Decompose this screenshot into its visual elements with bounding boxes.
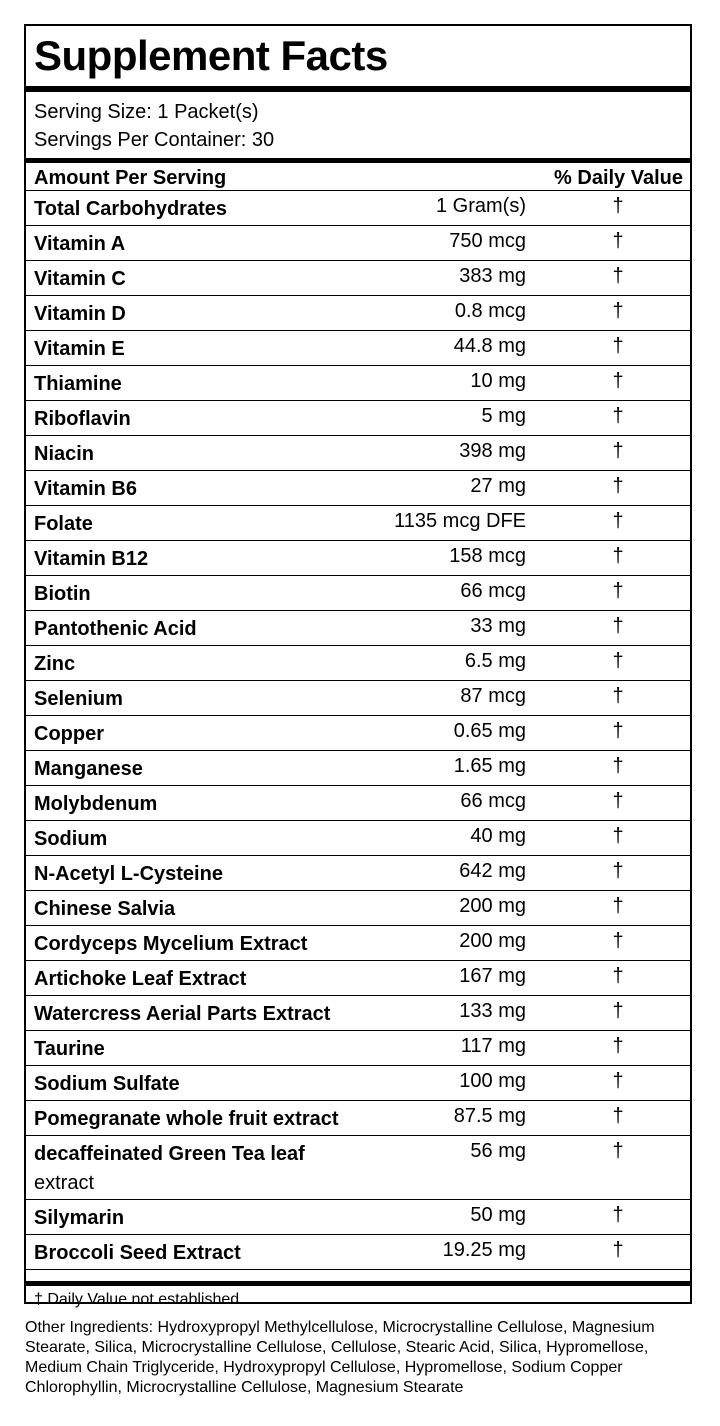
nutrient-table <box>26 191 690 1270</box>
table-row <box>26 576 690 611</box>
nutrient-amount: 133 mg <box>459 1000 526 1022</box>
daily-value-dagger: † <box>612 755 624 777</box>
table-row <box>26 331 690 366</box>
nutrient-name-text: Pantothenic Acid <box>34 618 197 640</box>
nutrient-name-text: N-Acetyl L-Cysteine <box>34 863 223 885</box>
daily-value-dagger: † <box>612 895 624 917</box>
nutrient-name-text: Taurine <box>34 1038 105 1060</box>
daily-value-dagger: † <box>612 965 624 987</box>
nutrient-name <box>34 545 379 574</box>
nutrient-name-text: Cordyceps Mycelium Extract <box>34 933 308 955</box>
table-row <box>26 751 690 786</box>
nutrient-name-text: Vitamin B6 <box>34 478 137 500</box>
footnote: † Daily Value not established. <box>34 1291 244 1308</box>
nutrient-amount: 1135 mcg DFE <box>394 510 526 532</box>
nutrient-amount: 200 mg <box>459 930 526 952</box>
nutrient-name-text: Broccoli Seed Extract <box>34 1242 241 1264</box>
nutrient-name <box>34 1204 379 1233</box>
nutrient-name <box>34 580 379 609</box>
nutrient-name-text: Molybdenum <box>34 793 158 815</box>
table-row <box>26 996 690 1031</box>
nutrient-name-text: Vitamin B12 <box>34 548 149 570</box>
daily-value-dagger: † <box>612 405 624 427</box>
daily-value-dagger: † <box>612 1239 624 1261</box>
daily-value-dagger: † <box>612 1035 624 1057</box>
nutrient-name-text: Thiamine <box>34 373 122 395</box>
nutrient-name-text: Zinc <box>34 653 76 675</box>
nutrient-name <box>34 370 379 399</box>
daily-value-dagger: † <box>612 650 624 672</box>
nutrient-name-text: Riboflavin <box>34 408 131 430</box>
nutrient-name-text: Biotin <box>34 583 91 605</box>
daily-value-dagger: † <box>612 265 624 287</box>
table-row <box>26 401 690 436</box>
daily-value-dagger: † <box>612 930 624 952</box>
table-row <box>26 261 690 296</box>
table-row <box>26 646 690 681</box>
daily-value-dagger: † <box>612 1204 624 1226</box>
nutrient-name <box>34 1239 379 1268</box>
nutrient-amount: 10 mg <box>470 370 526 392</box>
nutrient-amount: 398 mg <box>459 440 526 462</box>
nutrient-name <box>34 650 379 679</box>
daily-value-dagger: † <box>612 230 624 252</box>
nutrient-name <box>34 510 379 539</box>
nutrient-amount: 117 mg <box>460 1035 526 1057</box>
nutrient-name <box>34 335 379 364</box>
nutrient-amount: 642 mg <box>459 860 526 882</box>
nutrient-name-text: Silymarin <box>34 1207 125 1229</box>
daily-value-dagger: † <box>612 720 624 742</box>
table-row <box>26 926 690 961</box>
nutrient-name-text: Vitamin A <box>34 233 126 255</box>
table-header <box>26 163 690 191</box>
daily-value-dagger: † <box>612 1000 624 1022</box>
daily-value-dagger: † <box>612 475 624 497</box>
nutrient-amount: 50 mg <box>470 1204 526 1226</box>
table-row <box>26 436 690 471</box>
other-ingredients: Other Ingredients: Hydroxypropyl Methylcellulose, Microcrystalline Cellulose, Magnesium Stearate, Silica, Microcrystalline Cellulose, Cellulose, Stearic Acid, Silica, Hypromellose, Medium Chain Triglyceride, Hydroxypropyl Cellulose, Hypromellose, Sodium Copper Chlorophyllin, Microcrystalline Cellulose, Magnesium Stearate <box>25 1319 655 1396</box>
daily-value-dagger: † <box>612 825 624 847</box>
nutrient-amount: 27 mg <box>470 475 526 497</box>
nutrient-amount: 87 mcg <box>460 685 526 707</box>
nutrient-name <box>34 1070 379 1099</box>
nutrient-amount: 40 mg <box>470 825 526 847</box>
daily-value-dagger: † <box>612 335 624 357</box>
daily-value-dagger: † <box>612 1070 624 1092</box>
table-row <box>26 716 690 751</box>
nutrient-name <box>34 195 379 224</box>
nutrient-name <box>34 440 379 469</box>
nutrient-amount: 167 mg <box>459 965 526 987</box>
table-row <box>26 296 690 331</box>
daily-value-dagger: † <box>612 615 624 637</box>
nutrient-name-text: decaffeinated Green Tea leaf <box>34 1143 305 1165</box>
nutrient-amount: 56 mg <box>470 1140 526 1162</box>
nutrient-name-text: Sodium <box>34 828 108 850</box>
nutrient-name <box>34 755 379 784</box>
nutrient-name-text: Sodium Sulfate <box>34 1073 180 1095</box>
panel-title: Supplement Facts <box>34 32 388 79</box>
nutrient-name <box>34 1000 379 1029</box>
table-row <box>26 856 690 891</box>
nutrient-name-text: Artichoke Leaf Extract <box>34 968 247 990</box>
nutrient-name-text: Copper <box>34 723 104 745</box>
serving-info <box>26 92 690 158</box>
nutrient-name <box>34 825 379 854</box>
nutrient-amount: 0.8 mcg <box>454 300 526 322</box>
table-row <box>26 1235 690 1270</box>
daily-value-dagger: † <box>612 1105 624 1127</box>
nutrient-amount: 750 mcg <box>449 230 526 252</box>
table-row <box>26 1031 690 1066</box>
daily-value-dagger: † <box>612 685 624 707</box>
daily-value-dagger: † <box>612 370 624 392</box>
header-daily-value: % Daily Value <box>554 167 683 189</box>
nutrient-name-text: Vitamin E <box>34 338 125 360</box>
daily-value-dagger: † <box>612 440 624 462</box>
nutrient-amount: 66 mcg <box>460 790 526 812</box>
nutrient-name <box>34 475 379 504</box>
table-row <box>26 821 690 856</box>
nutrient-name-text: Total Carbohydrates <box>34 198 227 220</box>
nutrient-amount: 383 mg <box>459 265 526 287</box>
nutrient-name-text: Watercress Aerial Parts Extract <box>34 1003 331 1025</box>
daily-value-dagger: † <box>612 545 624 567</box>
daily-value-dagger: † <box>612 510 624 532</box>
nutrient-amount: 0.65 mg <box>453 720 526 742</box>
nutrient-amount: 6.5 mg <box>464 650 526 672</box>
nutrient-name-text: Pomegranate whole fruit extract <box>34 1108 339 1130</box>
daily-value-dagger: † <box>612 860 624 882</box>
nutrient-name <box>34 1140 379 1198</box>
table-row <box>26 961 690 996</box>
table-row <box>26 366 690 401</box>
nutrient-amount: 5 mg <box>481 405 526 427</box>
nutrient-name <box>34 930 379 959</box>
table-row <box>26 506 690 541</box>
nutrient-name-text: Vitamin C <box>34 268 126 290</box>
table-row <box>26 541 690 576</box>
nutrient-name <box>34 860 379 889</box>
nutrient-amount: 1.65 mg <box>453 755 526 777</box>
nutrient-amount: 33 mg <box>470 615 526 637</box>
table-row <box>26 1066 690 1101</box>
nutrient-name <box>34 405 379 434</box>
table-row <box>26 226 690 261</box>
table-row <box>26 891 690 926</box>
nutrient-name-continuation: extract <box>34 1172 95 1194</box>
nutrient-name <box>34 615 379 644</box>
nutrient-name <box>34 265 379 294</box>
nutrient-amount: 19.25 mg <box>442 1239 526 1261</box>
nutrient-amount: 200 mg <box>459 895 526 917</box>
nutrient-name <box>34 1035 379 1064</box>
nutrient-name-text: Niacin <box>34 443 95 465</box>
table-row <box>26 1136 690 1200</box>
table-row <box>26 681 690 716</box>
nutrient-amount: 87.5 mg <box>453 1105 526 1127</box>
nutrient-amount: 100 mg <box>459 1070 526 1092</box>
nutrient-amount: 66 mcg <box>460 580 526 602</box>
nutrient-name-text: Manganese <box>34 758 143 780</box>
nutrient-amount: 158 mcg <box>449 545 526 567</box>
table-row <box>26 471 690 506</box>
daily-value-dagger: † <box>612 790 624 812</box>
nutrient-name <box>34 790 379 819</box>
daily-value-dagger: † <box>612 580 624 602</box>
nutrient-name-text: Vitamin D <box>34 303 126 325</box>
header-amount-per-serving: Amount Per Serving <box>34 167 227 189</box>
nutrient-name <box>34 230 379 259</box>
nutrient-name-text: Chinese Salvia <box>34 898 176 920</box>
nutrient-name <box>34 720 379 749</box>
nutrient-amount: 1 Gram(s) <box>436 195 526 217</box>
nutrient-amount: 44.8 mg <box>453 335 526 357</box>
table-row <box>26 611 690 646</box>
nutrient-name <box>34 300 379 329</box>
nutrient-name <box>34 1105 379 1134</box>
table-row <box>26 1101 690 1136</box>
servings-per-container: Servings Per Container: 30 <box>34 129 275 151</box>
daily-value-dagger: † <box>612 1140 624 1162</box>
daily-value-dagger: † <box>612 300 624 322</box>
nutrient-name-text: Selenium <box>34 688 123 710</box>
nutrient-name <box>34 685 379 714</box>
table-row <box>26 1200 690 1235</box>
supplement-facts-panel <box>24 24 692 1308</box>
table-bottom-gap <box>26 1270 690 1281</box>
nutrient-name <box>34 965 379 994</box>
table-row <box>26 191 690 226</box>
nutrient-name <box>34 895 379 924</box>
daily-value-dagger: † <box>612 195 624 217</box>
nutrient-name-text: Folate <box>34 513 93 535</box>
serving-size: Serving Size: 1 Packet(s) <box>34 101 259 123</box>
table-row <box>26 786 690 821</box>
